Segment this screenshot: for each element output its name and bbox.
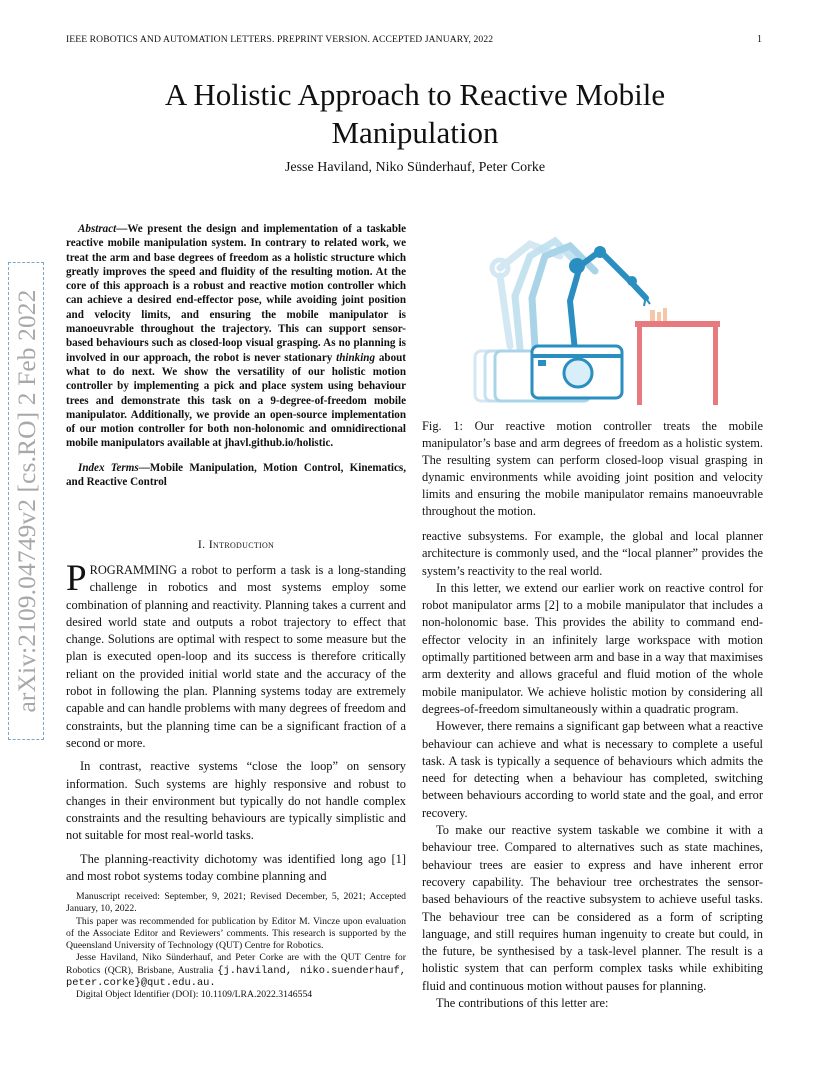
index-terms-label: Index Terms	[78, 461, 139, 474]
figure-robot-illustration	[420, 226, 765, 416]
footnote-1: Manuscript received: September, 9, 2021; Revised December, 5, 2021; Accepted January, 10, 2022.	[66, 891, 406, 915]
footnote-3: Jesse Haviland, Niko Sünderhauf, and Peter Corke are with the QUT Centre for Robotics (QCR), Brisbane, Australia	[66, 952, 406, 976]
authors: Jesse Haviland, Niko Sünderhauf, Peter Corke	[284, 160, 546, 175]
running-header: IEEE ROBOTICS AND AUTOMATION LETTERS. PREPRINT VERSION. ACCEPTED JANUARY, 2022	[66, 34, 494, 45]
arxiv-stamp	[8, 262, 44, 740]
title-line-1: A Holistic Approach to Reactive Mobile	[164, 77, 666, 112]
footnote-doi: Digital Object Identifier (DOI): 10.1109/LRA.2022.3146554	[76, 989, 313, 1001]
page-number: 1	[757, 34, 762, 45]
right-p0: reactive subsystems. For example, the global and local planner architecture is commonly used, and the “local planner” provides the system’s reactivity to the real world.	[422, 529, 763, 578]
intro-p1: ROGRAMMING a robot to perform a task is a long-standing challenge in robotics and most systems employ some combination of planning and reactivity. Planning takes a current and desired world state and outputs a robot trajectory to effect that change. Solutions are optimal with respect to some measure but the plan is executed open-loop and its success is therefore critically reliant on the provided initial world state and the accuracy of the robot in following the plan. Planning systems today are extremely capable and can handle problems with many degrees of freedom and constraints, but the planning time can be a significant fraction of a second or more.	[66, 563, 406, 750]
table	[635, 321, 720, 405]
right-p1: In this letter, we extend our earlier work on reactive control for robot manipulator arms [2] to a mobile manipulator that includes a non-holonomic base. This provides the ability to command end-effector velocity in an infinitely large workspace with motion optimally partitioned between arm and base in a way that maximises arm dexterity and allows graceful and fluid motion of the whole mobile manipulator. We achieve holistic motion by considering all degrees-of-freedom simultaneously within a quadratic program.	[422, 580, 763, 716]
footnote-2: This paper was recommended for publication by Editor M. Vincze upon evaluation of the Associate Editor and Reviewers’ comments. This research is supported by the Queensland University of Technology (QUT) Centre for Robotics.	[66, 915, 406, 952]
right-p2: However, there remains a significant gap between what a reactive behaviour can achieve and what is necessary to complete a useful task. A task is typically a sequence of behaviours which admits the need for detecting when a behaviour has completed, switching between behaviours according to world state and the goal, and error recovery.	[422, 719, 763, 820]
abstract-text-1: —We present the design and implementation of a taskable reactive mobile manipulation system. In contrary to related work, we treat the arm and base degrees of freedom as a holistic structure which greatly improves the speed and fluidity of the resulting motion. At the core of this approach is a robust and reactive motion controller which can achieve a desired end-effector pose, while avoiding joint position and velocity limits, and ensuring the mobile manipulator is manoeuvrable throughout the trajectory. This can support sensor-based behaviours such as closed-loop visual grasping. As no planning is involved in our approach, the robot is never stationary	[66, 223, 406, 364]
right-column	[422, 528, 763, 1012]
footnote-emails: {j.haviland, niko.suenderhauf, peter.corke}@qut.edu.au.	[66, 964, 406, 990]
abstract-label: Abstract	[78, 223, 117, 235]
abstract	[66, 222, 406, 489]
section-numeral: I.	[197, 537, 209, 551]
arxiv-id: arXiv:2109.04749v2 [cs.RO] 2 Feb 2022	[8, 262, 44, 740]
intro-column	[66, 558, 406, 885]
abstract-emph: thinking	[336, 351, 376, 364]
intro-p3: The planning-reactivity dichotomy was identified long ago [1] and most robot systems today combine planning and	[66, 851, 406, 884]
paper-title	[60, 76, 770, 152]
footnotes	[66, 891, 406, 1002]
figure-caption: Fig. 1: Our reactive motion controller treats the mobile manipulator’s base and arm degrees of freedom as a holistic system. The resulting system can perform closed-loop visual grasping in dynamic environments while avoiding joint position and velocity limits and ensuring the mobile manipulator remains manoeuvrable throughout the motion.	[422, 419, 763, 519]
title-line-2: Manipulation	[331, 115, 499, 150]
right-p3: To make our reactive system taskable we combine it with a behaviour tree. Compared to alternatives such as state machines, behaviour trees are easier to express and have inherent error recovery capability. The behaviour tree orchestrates the sensor-based behaviours of the reactive subsystem to achieve useful tasks. The behaviour tree can be considered as a form of scripting language, and still requires human ingenuity to create but could, in the future, be synthesised by a task-level planner. The result is a holistic system that can perform complex tasks while exhibiting fluid and continuous motion without pauses for planning.	[422, 823, 763, 993]
table-objects	[650, 308, 667, 321]
section-heading	[66, 537, 406, 552]
robot-base-main	[532, 346, 622, 398]
section-title: Introduction	[208, 537, 275, 551]
intro-p2: In contrast, reactive systems “close the loop” on sensory information. Such systems are highly responsive and robust to changes in their environment but typically do not handle complex constraints and the resulting behaviours are typically simplistic and not suitable for most real-world tasks.	[66, 759, 406, 843]
abstract-text-2: about what to do next. We show the versatility of our holistic motion controller by implementing a pick and place system using behaviour trees and demonstrate this task on a 9-degree-of-freedom mobile manipulator. Additionally, we provide an open-source implementation of our motion controller for both non-holonomic and omnidirectional mobile manipulators available at jhavl.github.io/holistic.	[66, 351, 406, 450]
dropcap: P	[66, 558, 87, 599]
index-terms-text: —Mobile Manipulation, Motion Control, Kinematics, and Reactive Control	[66, 461, 406, 489]
right-p4: The contributions of this letter are:	[436, 996, 609, 1011]
